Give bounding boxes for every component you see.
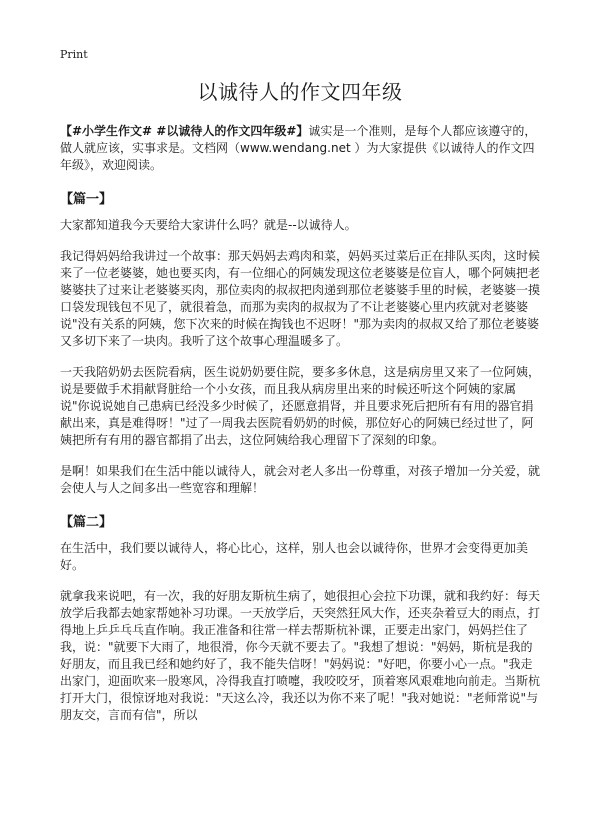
paragraph: 是啊！如果我们在生活中能以诚待人，就会对老人多出一份尊重，对孩子增加一分关爱，就会使人与人之间多出一些宽容和理解！	[60, 464, 541, 495]
page-title: 以诚待人的作文四年级	[197, 80, 403, 104]
paragraph: 就拿我来说吧，有一次，我的好朋友斯杭生病了，她很担心会拉下功课，就和我约好：每天放学后我都去她家帮她补习功课。一天放学后，天突然狂风大作，还夹杂着豆大的雨点，打得地上乒乒乓乓直作响。我正准备和往常一样去帮斯杭补课，正要走出家门，妈妈拦住了我，说："就要下大雨了，地很滑，你今天就不要去了。"我想了想说："妈妈，斯杭是我的好朋友，而且我已经和她约好了，我不能失信呀！"妈妈说："好吧，你要小心一点。"我走出家门，迎面吹来一股寒风，冷得我直打喷嚏，我咬咬牙，顶着寒风艰难地向前走。当斯杭打开大门，很惊讶地对我说："天这么冷，我还以为你不来了呢！"我对她说："老师常说"与朋友交，言而有信"，所以	[60, 589, 541, 722]
intro-paragraph	[60, 123, 540, 174]
paragraph: 大家都知道我今天要给大家讲什么吗？就是--以诚待人。	[60, 218, 357, 232]
intro-tags: 【#小学生作文# #以诚待人的作文四年级#】	[60, 124, 309, 138]
paragraph: 在生活中，我们要以诚待人，将心比心，这样，别人也会以诚待你，世界才会变得更加美好。	[60, 541, 529, 572]
section-heading-2: 【篇二】	[60, 515, 113, 530]
section-heading-1: 【篇一】	[60, 192, 113, 207]
paragraph: 一天我陪奶奶去医院看病，医生说奶奶要住院，要多多休息，这是病房里又来了一位阿姨，说是要做手术捐献肾脏给一个小女孩，而且我从病房里出来的时候还听这个阿姨的家属说"你说说她自己患病已经没多少时候了，还愿意捐肾，并且要求死后把所有有用的器官捐献出来，真是难得呀！"过了一周我去医院看奶奶的时候，那位好心的阿姨已经过世了，阿姨把所有有用的器官都捐了出去，这位阿姨给我心理留下了深刻的印象。	[60, 365, 541, 447]
intro-text: 诚实是一个准则，是每个人都应该遵守的，做人就应该，实事求是。文档网（www.wendang.net ）为大家提供《以诚待人的作文四年级》，欢迎阅读。	[60, 124, 537, 172]
paragraph: 我记得妈妈给我讲过一个故事：那天妈妈去鸡肉和菜，妈妈买过菜后正在排队买肉，这时候来了一位老婆婆，她也要买肉，有一位细心的阿姨发现这位老婆婆是位盲人，哪个阿姨把老婆婆扶了过来让老婆婆买肉，那位卖肉的叔叔把肉递到那位老婆婆手里的时候，老婆婆一摸口袋发现钱包不见了，就很着急，而那为卖肉的叔叔为了不让老婆婆心里内疚就对老婆婆说"没有关系的阿姨，您下次来的时候在掏钱也不迟呀！"那为卖肉的叔叔又给了那位老婆婆又多切下来了一块肉。我听了这个故事心理温暖多了。	[60, 249, 541, 348]
print-link[interactable]: Print	[60, 48, 88, 61]
